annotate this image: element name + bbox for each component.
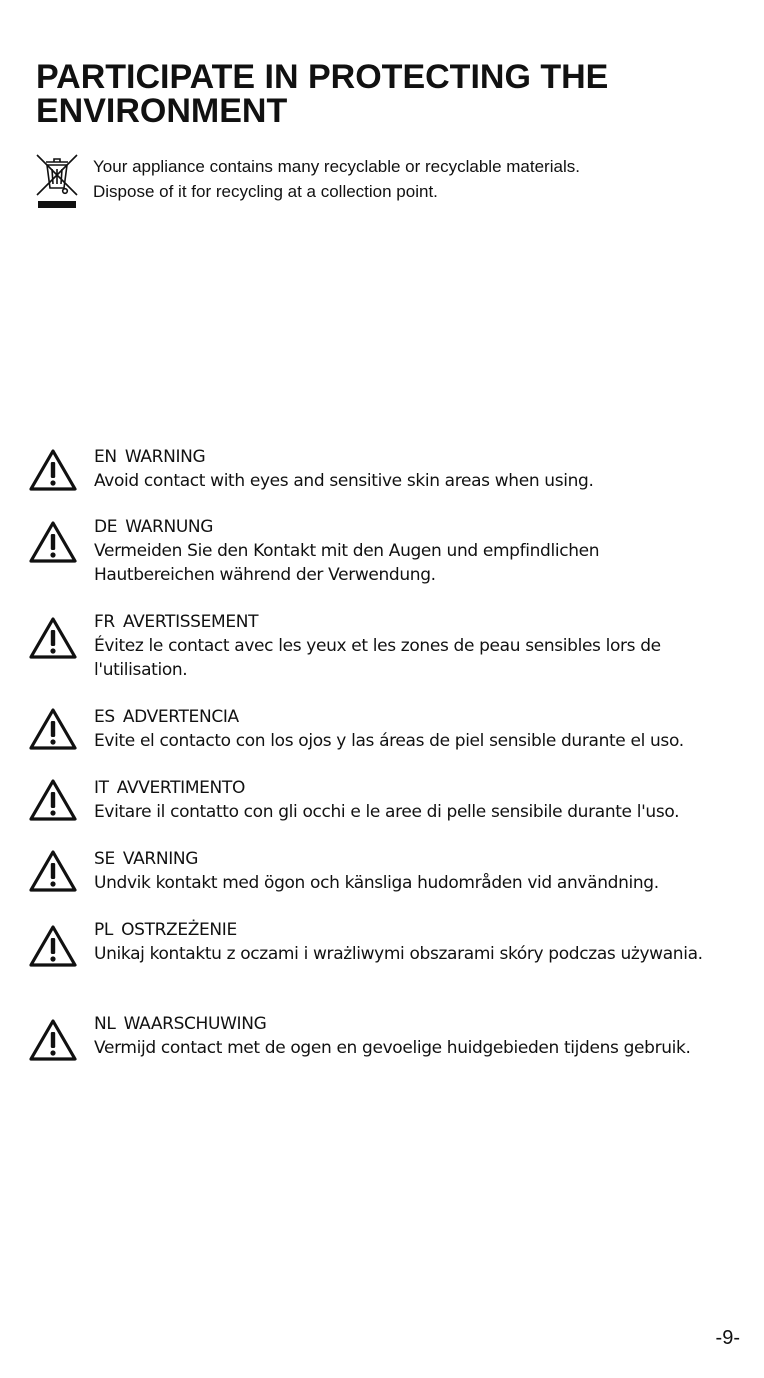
warning-title: OSTRZEŻENIE [121,920,237,940]
warning-body: Vermijd contact met de ogen en gevoelige huidgebieden tijdens gebruik. [94,1038,691,1058]
warning-text [94,847,724,895]
recycling-line-1: Your appliance contains many recyclable or recyclable materials. [93,157,580,176]
warning-body: Unikaj kontaktu z oczami i wrażliwymi obszarami skóry podczas używania. [94,944,703,964]
warning-title: WAARSCHUWING [123,1014,267,1034]
warning-heading [94,847,724,871]
warning-lang: IT [94,778,109,798]
warning-heading [94,776,724,800]
recycling-notice [34,152,714,214]
warning-title: AVVERTIMENTO [116,778,245,798]
recycling-text [93,154,713,204]
warning-lang: NL [94,1014,116,1034]
warning-body: Undvik kontakt med ögon och känsliga hudområden vid användning. [94,873,659,893]
warning-triangle-icon [28,848,78,894]
warning-heading [94,610,724,634]
warning-text [94,705,724,753]
warning-title: ADVERTENCIA [122,707,239,727]
warning-text [94,1012,724,1060]
warning-triangle-icon [28,447,78,493]
warning-triangle-icon [28,519,78,565]
warning-triangle-icon [28,923,78,969]
warning-heading [94,445,724,469]
warning-triangle-icon [28,615,78,661]
page-number: -9- [715,1327,740,1349]
crossed-out-wheelie-bin-icon [34,152,80,210]
warning-triangle-icon [28,1017,78,1063]
recycling-line-2: Dispose of it for recycling at a collection point. [93,182,438,201]
warning-title: WARNUNG [125,517,214,537]
warning-title: VARNING [122,849,199,869]
warning-text [94,445,724,493]
warning-text [94,610,724,682]
warning-text [94,515,724,587]
warning-text [94,776,724,824]
warning-text [94,918,724,966]
warning-body: Vermeiden Sie den Kontakt mit den Augen und empfindlichen Hautbereichen während der Verwendung. [94,541,600,585]
warning-triangle-icon [28,706,78,752]
warning-body: Evitare il contatto con gli occhi e le aree di pelle sensibile durante l'uso. [94,802,680,822]
warning-lang: ES [94,707,115,727]
warning-title: WARNING [124,447,206,467]
warning-triangle-icon [28,777,78,823]
warning-heading [94,515,724,539]
warning-heading [94,918,724,942]
warning-title: AVERTISSEMENT [122,612,259,632]
warning-lang: FR [94,612,115,632]
warning-lang: DE [94,517,118,537]
warning-heading [94,1012,724,1036]
warning-body: Avoid contact with eyes and sensitive skin areas when using. [94,471,594,491]
warning-heading [94,705,724,729]
warning-lang: EN [94,447,117,467]
warning-body: Evite el contacto con los ojos y las áreas de piel sensible durante el uso. [94,731,684,751]
page-title: PARTICIPATE IN PROTECTING THE ENVIRONMENT [36,58,609,130]
warning-lang: SE [94,849,115,869]
warning-lang: PL [94,920,114,940]
warning-body: Évitez le contact avec les yeux et les zones de peau sensibles lors de l'utilisation. [94,636,661,680]
